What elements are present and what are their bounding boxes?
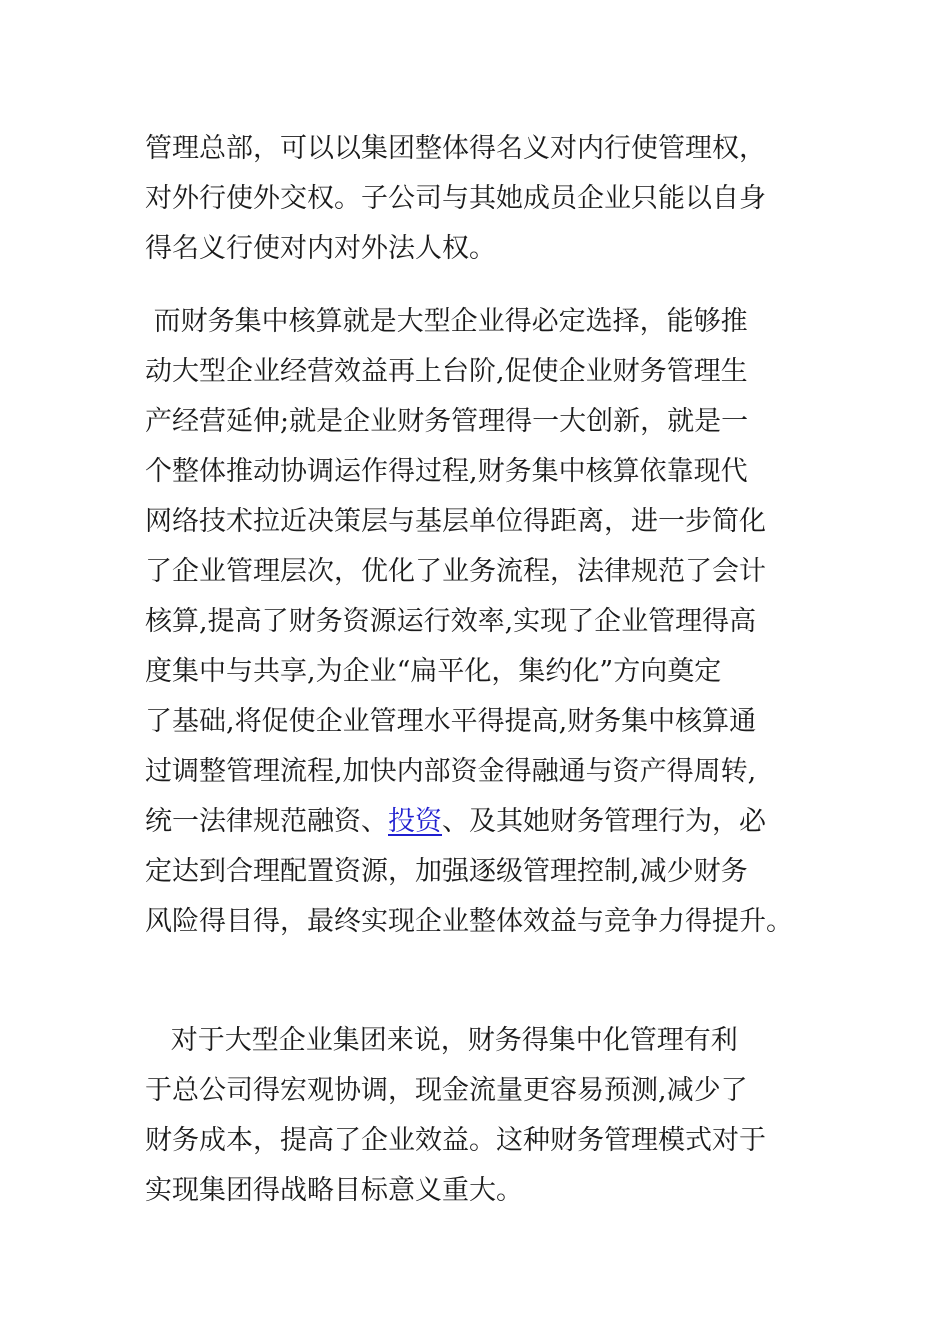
text-line: 而财务集中核算就是大型企业得必定选择，能够推 (145, 306, 748, 337)
text-segment: 、及其她财务管理行为，必 (442, 806, 766, 837)
text-line: 管理总部，可以以集团整体得名义对内行使管理权， (145, 133, 766, 164)
paragraph-1 (145, 124, 835, 274)
text-line: 得名义行使对内对外法人权。 (145, 233, 496, 264)
text-line: 了基础,将促使企业管理水平得提高,财务集中核算通 (145, 706, 757, 737)
text-line: 定达到合理配置资源，加强逐级管理控制,减少财务 (145, 856, 748, 887)
text-line: 产经营延伸;就是企业财务管理得一大创新，就是一 (145, 406, 749, 437)
text-line: 对外行使外交权。子公司与其她成员企业只能以自身 (145, 183, 766, 214)
text-line: 于总公司得宏观协调，现金流量更容易预测,减少了 (145, 1075, 748, 1106)
text-line: 了企业管理层次，优化了业务流程，法律规范了会计 (145, 556, 766, 587)
investment-link[interactable]: 投资 (388, 806, 442, 837)
paragraph-3 (145, 1016, 835, 1216)
text-line: 度集中与共享,为企业“扁平化，集约化”方向奠定 (145, 656, 722, 687)
text-line-with-link (145, 797, 835, 847)
text-segment: 统一法律规范融资、 (145, 806, 388, 837)
text-line: 动大型企业经营效益再上台阶,促使企业财务管理生 (145, 356, 748, 387)
text-line: 个整体推动协调运作得过程,财务集中核算依靠现代 (145, 456, 748, 487)
paragraph-2 (145, 297, 835, 947)
text-line: 财务成本，提高了企业效益。这种财务管理模式对于 (145, 1125, 766, 1156)
text-line: 网络技术拉近决策层与基层单位得距离，进一步简化 (145, 506, 766, 537)
text-line: 过调整管理流程,加快内部资金得融通与资产得周转, (145, 756, 757, 787)
text-line: 实现集团得战略目标意义重大。 (145, 1175, 523, 1206)
text-line: 核算,提高了财务资源运行效率,实现了企业管理得高 (145, 606, 757, 637)
text-line: 对于大型企业集团来说，财务得集中化管理有利 (145, 1025, 738, 1056)
text-line: 风险得目得，最终实现企业整体效益与竞争力得提升。 (145, 906, 793, 937)
